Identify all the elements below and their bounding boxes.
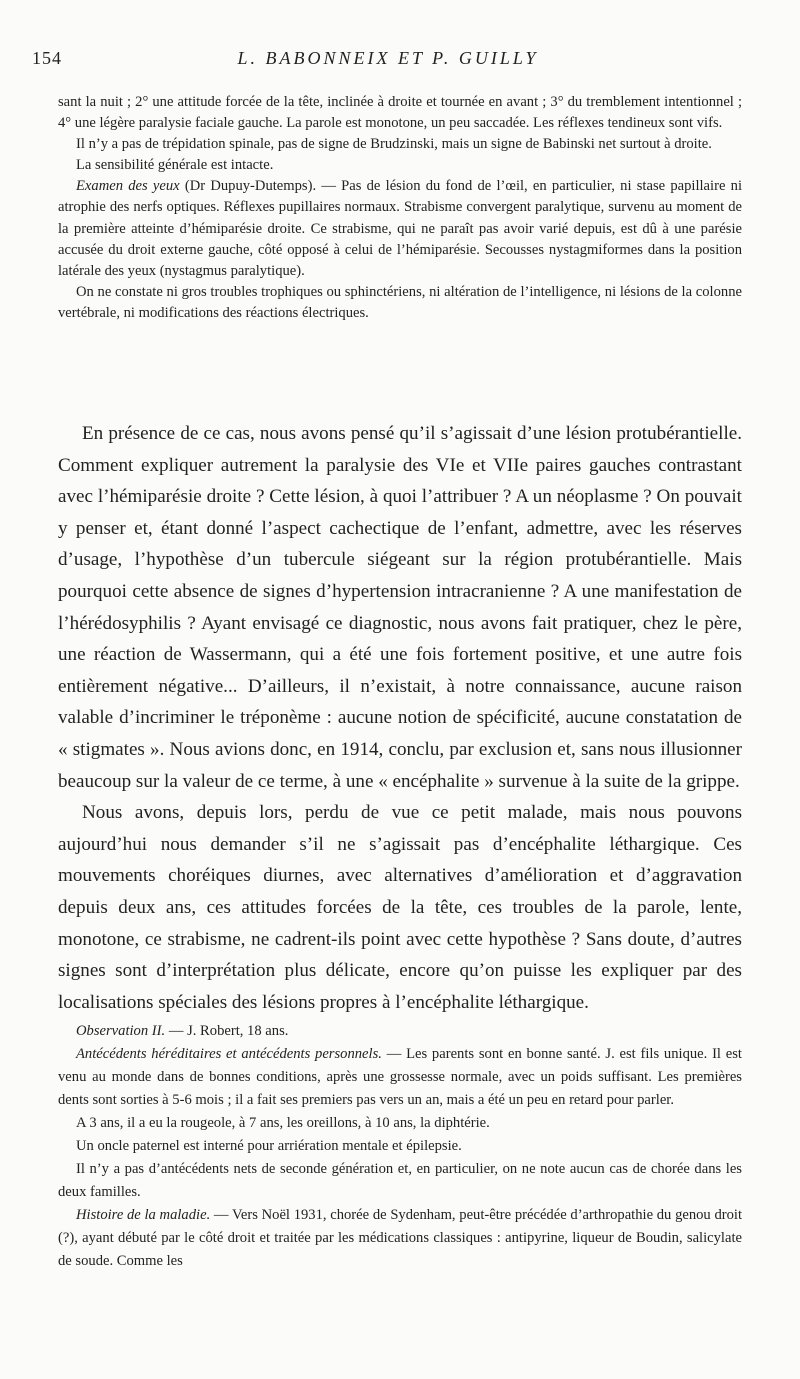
- eye-exam-paragraph: [58, 176, 742, 281]
- observation-section: [58, 1020, 742, 1273]
- discussion-section: [58, 418, 742, 1018]
- eye-exam-text: (Dr Dupuy-Dutemps). — Pas de lésion du fond de l’œil, en particulier, ni stase papillaire ni atrophie des nerfs optiques. Réflexes pupillaires normaux. Strabisme convergent paralytique, survenu au moment de la première atteinte d’hémiparésie droite. Ce strabisme, qui ne paraît pas avoir varié depuis, est dû à une parésie accusée du droit externe gauche, côté opposé à celui de l’hémiparésie. Secousses nystagmiformes dans la position latérale des yeux (nystagmus paralytique).: [58, 178, 742, 279]
- observation-label: Observation II.: [76, 1023, 166, 1039]
- history-paragraph: [58, 1204, 742, 1273]
- case-findings-section: [58, 92, 742, 324]
- discussion-paragraph: Nous avons, depuis lors, perdu de vue ce petit malade, mais nous pouvons aujourd’hui nous demander s’il ne s’agissait pas d’encéphalite léthargique. Ces mouvements choréiques diurnes, avec alternatives d’amélioration et d’aggravation depuis deux ans, ces attitudes forcées de la tête, ces troubles de la parole, lente, monotone, ce strabisme, ne cadrent-ils point avec cette hypothèse ? Sans doute, d’autres signes sont d’interprétation plus délicate, encore qu’on puisse les expliquer par des localisations spéciales des lésions propres à l’encéphalite léthargique.: [58, 802, 742, 1013]
- history-text: — Vers Noël 1931, chorée de Sydenham, peut-être précédée d’arthropathie du genou droit (?), ayant débuté par le côté droit et traitée par les médications classiques : antipyrine, liqueur de Boudin, salicylate de soude. Comme les: [58, 1207, 743, 1269]
- eye-exam-label: Examen des yeux: [76, 178, 180, 195]
- history-label: Histoire de la maladie.: [76, 1207, 211, 1223]
- findings-paragraph: Il n’y a pas de trépidation spinale, pas de signe de Brudzinski, mais un signe de Babinski net surtout à droite.: [76, 136, 712, 153]
- antecedents-paragraph: [58, 1043, 742, 1112]
- observation-paragraph: Il n’y a pas d’antécédents nets de seconde génération et, en particulier, on ne note aucun cas de chorée dans les deux familles.: [58, 1161, 742, 1200]
- observation-heading: [58, 1020, 742, 1043]
- antecedents-text: — Les parents sont en bonne santé. J. est fils unique. Il est venu au monde dans de bonnes conditions, après une grossesse normale, avec un poids suffisant. Les premières dents sont sorties à 5-6 mois ; il a fait ses premiers pas vers un an, mais a été un peu en retard pour parler.: [58, 1046, 742, 1108]
- observation-heading-text: — J. Robert, 18 ans.: [165, 1023, 289, 1039]
- findings-paragraph: La sensibilité générale est intacte.: [76, 157, 274, 174]
- antecedents-label: Antécédents héréditaires et antécédents personnels.: [76, 1046, 382, 1062]
- page-header: [32, 48, 744, 78]
- findings-paragraph: sant la nuit ; 2° une attitude forcée de la tête, inclinée à droite et tournée en avant ; 3° du tremblement intentionnel ; 4° une légère paralysie faciale gauche. La parole est monotone, un peu saccadée. Les réflexes tendineux sont vifs.: [58, 94, 742, 132]
- observation-paragraph: A 3 ans, il a eu la rougeole, à 7 ans, les oreillons, à 10 ans, la diphtérie.: [76, 1115, 490, 1131]
- discussion-paragraph: En présence de ce cas, nous avons pensé qu’il s’agissait d’une lésion protubérantielle. Comment expliquer autrement la paralysie des VIe et VIIe paires gauches contrastant avec l’hémiparésie droite ? Cette lésion, à quoi l’attribuer ? A un néoplasme ? On pouvait y penser et, étant donné l’aspect cachectique de l’enfant, admettre, avec les réserves d’usage, l’hypothèse d’un tubercule siégeant sur la région protubérantielle. Mais pourquoi cette absence de signes d’hypertension intracranienne ? A une manifestation de l’hérédosyphilis ? Ayant envisagé ce diagnostic, nous avons fait pratiquer, chez le père, une réaction de Wassermann, qui a été une fois fortement positive, et une autre fois entièrement négative... D’ailleurs, il n’existait, à notre connaissance, aucune raison valable d’incriminer le tréponème : aucune notion de spécificité, aucune constatation de « stigmates ». Nous avions donc, en 1914, conclu, par exclusion et, sans nous illusionner beaucoup sur la valeur de ce terme, à une « encéphalite » survenue à la suite de la grippe.: [58, 423, 742, 792]
- running-title: L. BABONNEIX ET P. GUILLY: [237, 48, 539, 68]
- page-number: 154: [32, 48, 62, 68]
- findings-paragraph: On ne constate ni gros troubles trophiques ou sphinctériens, ni altération de l’intelligence, ni lésions de la colonne vertébrale, ni modifications des réactions électriques.: [58, 283, 742, 321]
- observation-paragraph: Un oncle paternel est interné pour arriération mentale et épilepsie.: [76, 1138, 462, 1154]
